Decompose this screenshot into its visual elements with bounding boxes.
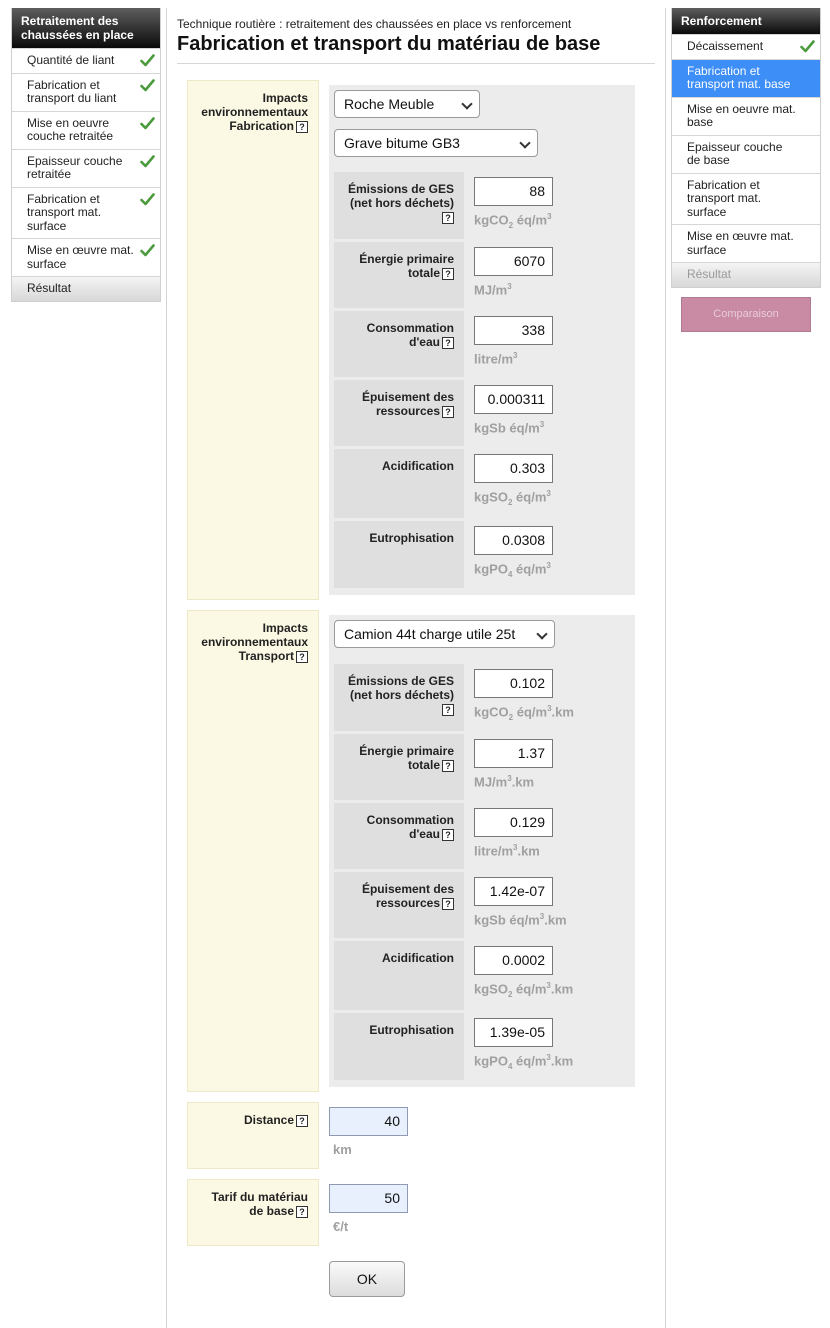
check-icon [140,244,155,257]
impact-unit: $MJ/m^3$ [474,282,512,298]
check-icon [140,54,155,67]
transport-label-panel [187,610,319,1092]
sidebar-item-label: Mise en œuvre mat. surface [687,229,794,257]
ok-button[interactable]: OK [329,1261,405,1297]
sidebar-item[interactable] [672,59,820,97]
help-icon[interactable]: ? [442,268,454,280]
sidebar-item[interactable] [12,276,160,301]
impact-unit: kgSO$_2$ $éq/m^3.km$ [474,981,574,999]
tarif-unit: €/t [333,1219,349,1234]
distance-input[interactable]: 40 [329,1107,408,1136]
help-icon[interactable]: ? [442,898,454,910]
sidebar-item-label: Fabrication et transport mat. base [687,63,791,91]
sidebar-item-label: Epaisseur couche retraitée [27,153,123,181]
transport-group-label: Impacts environnementaux Transport ? [201,621,308,663]
title-divider [177,63,655,64]
impact-value-input[interactable]: 0.102 [474,669,553,698]
sidebar-item[interactable] [12,187,160,239]
impact-value-input[interactable]: 1.37 [474,739,553,768]
sidebar-item[interactable] [672,135,820,173]
chevron-down-icon [519,137,530,148]
tarif-label: Tarif du matériau de base ? [211,1190,308,1218]
field-label: Énergie primaire totale ? [359,744,454,772]
impact-unit: kgPO$_4$ $éq/m^3.km$ [474,1053,574,1071]
impact-value-input[interactable]: 0.129 [474,808,553,837]
sidebar-item[interactable] [12,238,160,276]
impact-unit: $MJ/m^3.km$ [474,774,535,790]
impact-value-input[interactable]: 6070 [474,247,553,276]
right-sidebar [671,8,821,288]
sidebar-item[interactable] [12,111,160,149]
help-icon[interactable]: ? [442,760,454,772]
truck-select[interactable]: Camion 44t charge utile 25t [334,620,555,648]
impact-unit: kgSb $éq/m^3.km$ [474,912,567,928]
impact-value-input[interactable]: 88 [474,177,553,206]
impact-value-input[interactable]: 0.000311 [474,385,553,414]
check-icon [140,117,155,130]
field-label: Consommation d'eau ? [366,813,454,841]
field-label: Acidification [381,951,454,965]
distance-label: Distance ? [193,1113,308,1127]
chevron-down-icon [461,98,472,109]
material-select[interactable]: Grave bitume GB3 [334,129,538,157]
field-label: Consommation d'eau ? [366,321,454,349]
sidebar-item-label: Fabrication et transport mat. surface [27,191,102,233]
impact-value-input[interactable]: 0.0002 [474,946,553,975]
help-icon[interactable]: ? [442,704,454,716]
sidebar-item-label: Résultat [27,281,72,295]
field-label: Eutrophisation [369,531,454,545]
help-icon[interactable]: ? [442,829,454,841]
fabrication-label-panel [187,80,319,600]
impact-unit: kgCO$_2$ $éq/m^3.km$ [474,704,574,722]
check-icon [140,79,155,92]
sidebar-item[interactable] [672,34,820,59]
check-icon [140,155,155,168]
impact-value-input[interactable]: 338 [474,316,553,345]
tarif-input[interactable]: 50 [329,1184,408,1213]
sidebar-item-label: Quantité de liant [27,53,115,67]
sidebar-item-label: Fabrication et transport du liant [27,77,117,105]
help-icon[interactable]: ? [442,406,454,418]
comparison-button[interactable]: Comparaison [681,297,811,332]
sidebar-item-label: Décaissement [687,39,764,53]
page-subtitle: Technique routière : retraitement des chaussées en place vs renforcement [177,17,572,31]
field-label: Eutrophisation [369,1023,454,1037]
fabrication-group-label: Impacts environnementaux Fabrication ? [201,91,308,133]
impact-value-input[interactable]: 1.42e-07 [474,877,553,906]
help-icon[interactable]: ? [296,1206,308,1218]
right-sidebar-header: Renforcement [672,8,820,34]
impact-unit: litre/$m^3$ [474,351,518,367]
impact-unit: kgSO$_2$ $éq/m^3$ [474,489,551,507]
help-icon[interactable]: ? [442,212,454,224]
impact-unit: litre/$m^3.km$ [474,843,540,859]
check-icon [140,193,155,206]
field-label: Épuisement des ressources ? [361,882,454,910]
help-icon[interactable]: ? [296,121,308,133]
field-label: Émissions de GES (net hors déchets) ? [347,182,454,223]
chevron-down-icon [536,628,547,639]
impact-unit: kgCO$_2$ $éq/m^3$ [474,212,552,230]
distance-unit: km [333,1142,352,1157]
sidebar-item-label: Fabrication et transport mat. surface [687,177,762,219]
rock-type-select[interactable]: Roche Meuble [334,90,480,118]
help-icon[interactable]: ? [296,1115,308,1127]
sidebar-item[interactable] [672,262,820,287]
sidebar-item-label: Mise en œuvre mat. surface [27,243,134,271]
sidebar-item-label: Résultat [687,267,732,281]
impact-value-input[interactable]: 1.39e-05 [474,1018,553,1047]
sidebar-item-label: Mise en oeuvre couche retraitée [27,115,114,143]
field-label: Émissions de GES (net hors déchets) ? [347,674,454,715]
help-icon[interactable]: ? [296,651,308,663]
impact-value-input[interactable]: 0.303 [474,454,553,483]
sidebar-item-label: Epaisseur couche de base [687,139,783,167]
impact-unit: kgSb $éq/m^3$ [474,420,545,436]
impact-value-input[interactable]: 0.0308 [474,526,553,555]
impact-unit: kgPO$_4$ $éq/m^3$ [474,561,551,579]
sidebar-item[interactable] [672,97,820,135]
check-icon [800,40,815,53]
field-label: Acidification [381,459,454,473]
sidebar-item[interactable] [12,48,160,73]
help-icon[interactable]: ? [442,337,454,349]
left-sidebar-header: Retraitement des chaussées en place [12,8,160,48]
page-title: Fabrication et transport du matériau de base [177,33,601,55]
sidebar-item[interactable] [12,149,160,187]
field-label: Épuisement des ressources ? [361,390,454,418]
sidebar-item-label: Mise en oeuvre mat. base [687,101,796,129]
sidebar-item[interactable] [672,224,820,262]
sidebar-item[interactable] [672,173,820,225]
field-label: Énergie primaire totale ? [359,252,454,280]
sidebar-item[interactable] [12,73,160,111]
left-sidebar [11,8,161,302]
